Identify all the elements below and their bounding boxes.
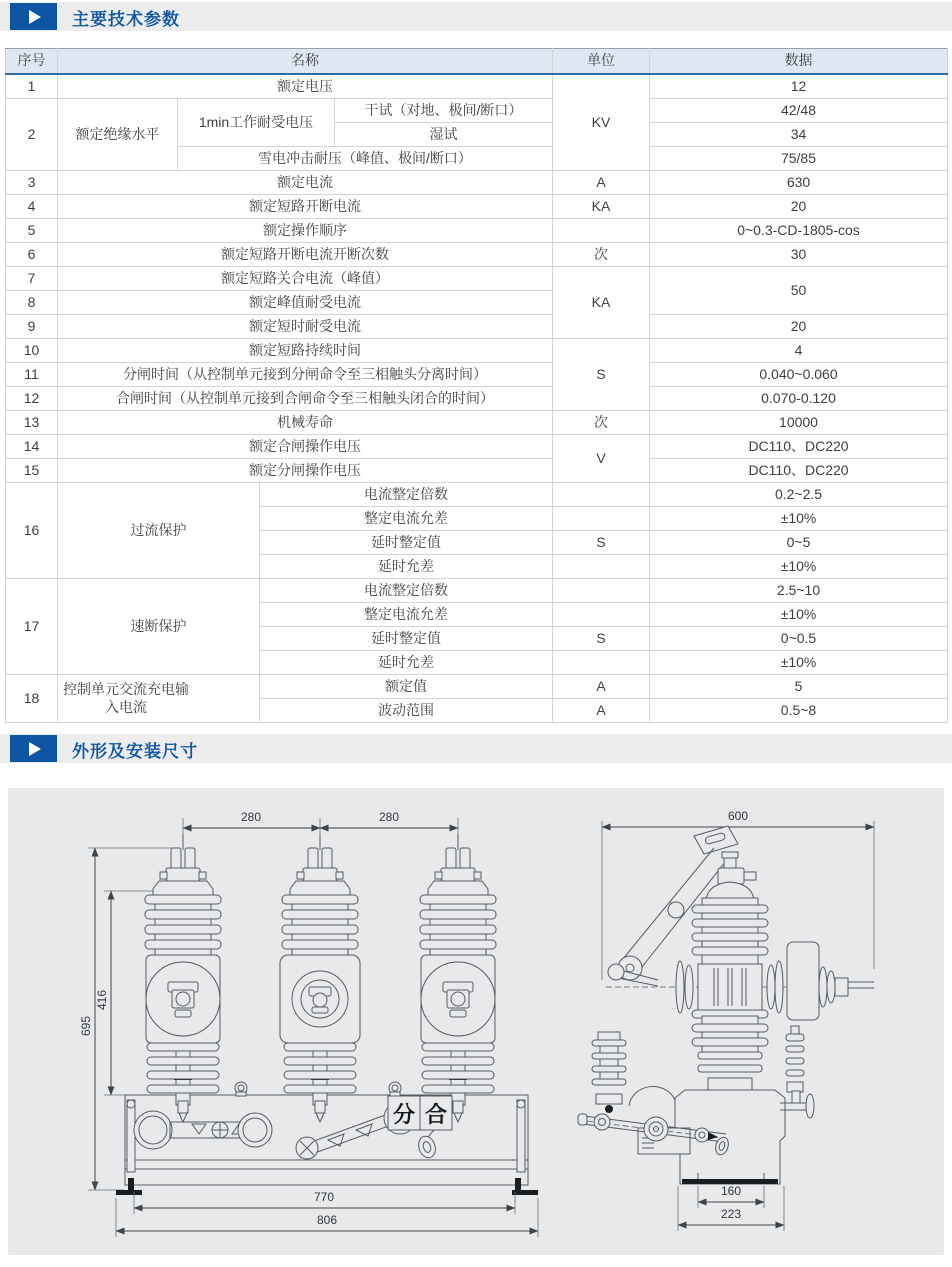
table-row	[6, 99, 948, 123]
c-data: 0.2~2.5	[650, 483, 948, 507]
indicator-open-label: 分	[392, 1102, 416, 1127]
c-name: 机械寿命	[58, 411, 553, 435]
section-title: 主要技术参数	[72, 10, 180, 29]
table-row	[6, 171, 948, 195]
section-marker	[10, 3, 57, 30]
pole-middle	[280, 834, 360, 1122]
pole-left	[145, 834, 221, 1122]
table-row	[6, 363, 948, 387]
dimension-label: 160	[720, 1184, 742, 1198]
c-data: 0.070-0.120	[650, 387, 948, 411]
c-unit	[553, 603, 650, 627]
table-row	[6, 387, 948, 411]
table-row	[6, 315, 948, 339]
table-row	[6, 411, 948, 435]
c-data: 0~0.3-CD-1805-cos	[650, 219, 948, 243]
c-data: 0.040~0.060	[650, 363, 948, 387]
c-no: 17	[6, 579, 58, 675]
c-name: 额定峰值耐受电流	[58, 291, 553, 315]
c-data: 12	[650, 74, 948, 99]
pole-right	[420, 834, 496, 1122]
c-unit	[553, 483, 650, 507]
col-name: 名称	[58, 49, 553, 75]
c-unit: KA	[553, 267, 650, 339]
c-no: 2	[6, 99, 58, 171]
table-row	[6, 675, 948, 699]
c-subname: 电流整定倍数	[260, 483, 553, 507]
c-subname: 波动范围	[260, 699, 553, 723]
c-data: 5	[650, 675, 948, 699]
c-name: 过流保护	[58, 483, 260, 579]
c-subname: 雪电冲击耐压（峰值、极间/断口）	[178, 147, 553, 171]
table-row	[6, 74, 948, 99]
c-unit	[553, 219, 650, 243]
c-subname: 延时允差	[260, 555, 553, 579]
c-subname: 延时允差	[260, 651, 553, 675]
c-name: 额定短路关合电流（峰值）	[58, 267, 553, 291]
c-no: 9	[6, 315, 58, 339]
dimension-label: 806	[316, 1213, 338, 1227]
c-data: 75/85	[650, 147, 948, 171]
c-subname: 整定电流允差	[260, 603, 553, 627]
c-no: 1	[6, 74, 58, 99]
c-data: 4	[650, 339, 948, 363]
c-no: 4	[6, 195, 58, 219]
c-no: 7	[6, 267, 58, 291]
c-no: 15	[6, 459, 58, 483]
c-no: 6	[6, 243, 58, 267]
dimension-label: 770	[313, 1190, 335, 1204]
dimension-label: 280	[378, 810, 400, 824]
section-header-params	[0, 2, 952, 31]
col-data: 数据	[650, 49, 948, 75]
c-name: 额定合闸操作电压	[58, 435, 553, 459]
c-name: 速断保护	[58, 579, 260, 675]
c-subname: 延时整定值	[260, 627, 553, 651]
c-data: 20	[650, 315, 948, 339]
c-data: 50	[650, 267, 948, 315]
c-unit: KV	[553, 74, 650, 171]
technical-parameters-table	[5, 48, 948, 723]
c-no: 8	[6, 291, 58, 315]
dimension-label: 280	[240, 810, 262, 824]
c-name: 额定电压	[58, 74, 553, 99]
dimension-label: 695	[79, 1015, 93, 1037]
c-data: 10000	[650, 411, 948, 435]
side-view	[578, 809, 874, 1231]
c-data: DC110、DC220	[650, 459, 948, 483]
section-title: 外形及安装尺寸	[72, 742, 198, 761]
c-data: ±10%	[650, 603, 948, 627]
c-unit: A	[553, 699, 650, 723]
front-view	[79, 810, 538, 1237]
c-data: 2.5~10	[650, 579, 948, 603]
side-left-insulator	[592, 1032, 626, 1113]
c-data: ±10%	[650, 507, 948, 531]
play-triangle-icon	[29, 742, 41, 756]
c-unit: S	[553, 627, 650, 651]
play-triangle-icon	[29, 10, 41, 24]
c-data: 0~5	[650, 531, 948, 555]
c-no: 14	[6, 435, 58, 459]
c-name: 合闸时间（从控制单元接到合闸命令至三相触头闭合的时间）	[58, 387, 553, 411]
c-subname: 干试（对地、极间/断口）	[335, 99, 553, 123]
c-no: 10	[6, 339, 58, 363]
c-name: 额定电流	[58, 171, 553, 195]
table-row	[6, 459, 948, 483]
c-unit: A	[553, 171, 650, 195]
c-name: 额定短时耐受电流	[58, 315, 553, 339]
dimension-label: 600	[727, 809, 749, 823]
c-no: 3	[6, 171, 58, 195]
table-row	[6, 339, 948, 363]
c-name: 分闸时间（从控制单元接到分闸命令至三相触头分离时间）	[58, 363, 553, 387]
c-name: 额定短路持续时间	[58, 339, 553, 363]
c-subname: 电流整定倍数	[260, 579, 553, 603]
c-unit: 次	[553, 411, 650, 435]
indicator-close-label: 合	[424, 1102, 448, 1127]
c-no: 16	[6, 483, 58, 579]
c-subname: 1min工作耐受电压	[178, 99, 335, 147]
c-no: 13	[6, 411, 58, 435]
table-row	[6, 267, 948, 291]
c-data: ±10%	[650, 555, 948, 579]
c-data: DC110、DC220	[650, 435, 948, 459]
c-unit: S	[553, 531, 650, 555]
side-pole-column	[676, 852, 783, 1092]
c-unit: 次	[553, 243, 650, 267]
dimension-label: 223	[720, 1207, 742, 1221]
section-marker	[10, 735, 57, 762]
c-name: 额定短路开断电流	[58, 195, 553, 219]
c-no: 18	[6, 675, 58, 723]
c-name: 控制单元交流充电输入电流	[58, 675, 260, 723]
c-data: 30	[650, 243, 948, 267]
c-subname: 延时整定值	[260, 531, 553, 555]
c-unit	[553, 555, 650, 579]
c-no: 11	[6, 363, 58, 387]
table-row	[6, 435, 948, 459]
table-row	[6, 219, 948, 243]
c-name: 额定绝缘水平	[58, 99, 178, 171]
col-index: 序号	[6, 49, 58, 75]
c-data: 42/48	[650, 99, 948, 123]
table-row	[6, 579, 948, 603]
c-unit	[553, 579, 650, 603]
c-unit	[553, 651, 650, 675]
table-header-row	[6, 49, 948, 75]
table-row	[6, 483, 948, 507]
c-unit: S	[553, 339, 650, 411]
c-unit: A	[553, 675, 650, 699]
outline-drawing	[8, 788, 944, 1255]
dimension-label: 416	[95, 989, 109, 1011]
c-data: 0~0.5	[650, 627, 948, 651]
c-no: 5	[6, 219, 58, 243]
outline-drawing-panel	[8, 788, 944, 1255]
c-subname: 湿试	[335, 123, 553, 147]
c-unit: KA	[553, 195, 650, 219]
c-unit: V	[553, 435, 650, 483]
c-no: 12	[6, 387, 58, 411]
c-subname: 整定电流允差	[260, 507, 553, 531]
c-data: 0.5~8	[650, 699, 948, 723]
section-header-outline	[0, 734, 952, 763]
c-unit	[553, 507, 650, 531]
c-data: 630	[650, 171, 948, 195]
c-name: 额定短路开断电流开断次数	[58, 243, 553, 267]
c-subname: 额定值	[260, 675, 553, 699]
c-name: 额定操作顺序	[58, 219, 553, 243]
c-data: 20	[650, 195, 948, 219]
table-row	[6, 243, 948, 267]
side-right-box	[786, 942, 874, 1092]
c-data: ±10%	[650, 651, 948, 675]
c-name: 额定分闸操作电压	[58, 459, 553, 483]
table-row	[6, 195, 948, 219]
c-data: 34	[650, 123, 948, 147]
col-unit: 单位	[553, 49, 650, 75]
